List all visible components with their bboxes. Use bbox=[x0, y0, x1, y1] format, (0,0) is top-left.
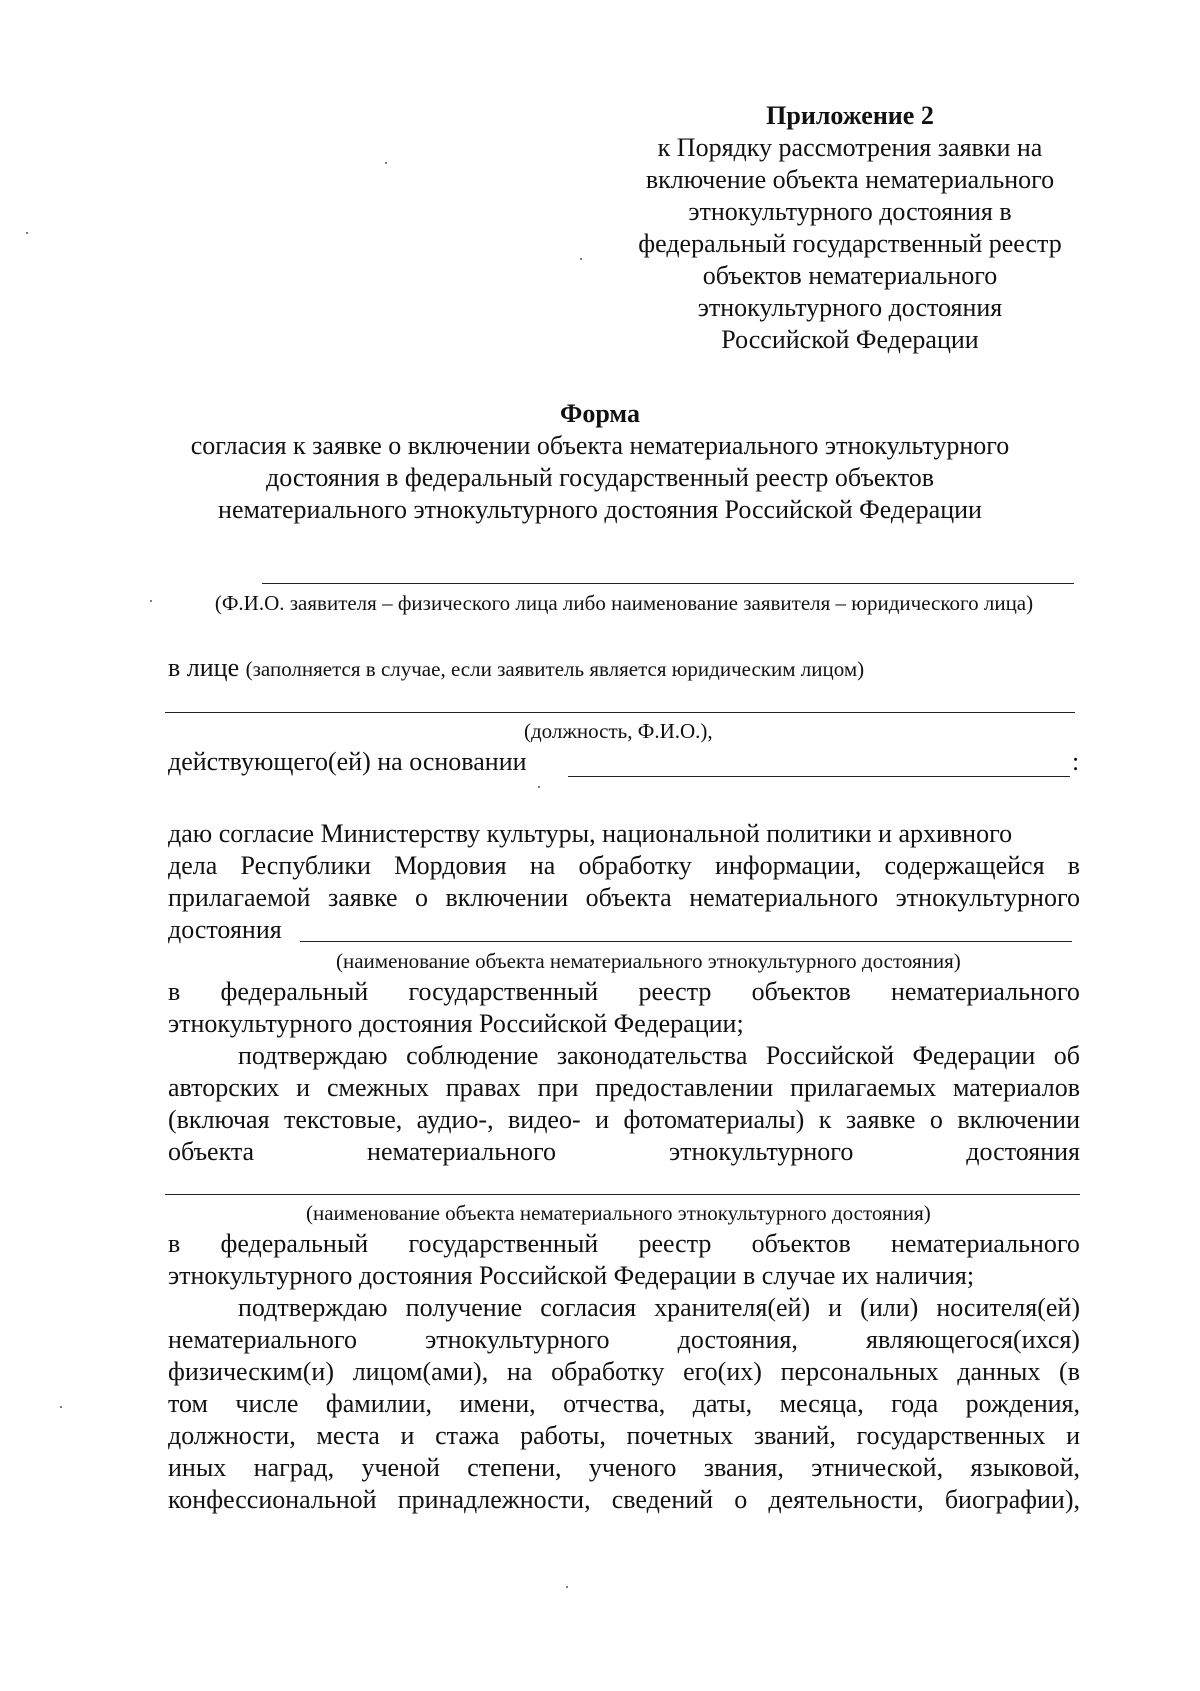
appendix-line: Российской Федерации bbox=[721, 325, 979, 354]
word: в bbox=[168, 1229, 181, 1258]
appendix-line: объектов нематериального bbox=[702, 261, 998, 290]
paragraph-line-spread bbox=[168, 1324, 1080, 1356]
appendix-line: этнокультурного достояния bbox=[697, 293, 1003, 322]
word: достояния, bbox=[677, 1325, 798, 1354]
form-title: Форма bbox=[560, 399, 640, 428]
position-field-line[interactable] bbox=[165, 712, 1075, 713]
applicant-field-caption: (Ф.И.О. заявителя – физического лица либо наименование заявителя – юридического лица) bbox=[214, 591, 1034, 615]
scan-speck bbox=[580, 258, 582, 260]
word: государственный bbox=[408, 977, 599, 1006]
paragraph-line-text: даю согласие Министерству культуры, национальной политики и архивного bbox=[168, 819, 1013, 848]
form-subtitle-line: нематериального этнокультурного достояния Российской Федерации bbox=[218, 495, 982, 524]
paragraph-line-spread bbox=[168, 1228, 1080, 1260]
object-name-field-line[interactable] bbox=[300, 941, 1072, 942]
word: государственный bbox=[408, 1229, 599, 1258]
word: нематериального bbox=[168, 1325, 357, 1354]
paragraph-line: (включая текстовые, аудио-, видео- и фотоматериалы) к заявке о включении bbox=[168, 1105, 1080, 1134]
word: объекта bbox=[168, 1137, 255, 1166]
paragraph-line: дела Республики Мордовия на обработку информации, содержащейся в bbox=[168, 851, 1080, 880]
word: объектов bbox=[751, 977, 851, 1006]
paragraph-line: физическим(и) лицом(ами), на обработку его(их) персональных данных (в bbox=[168, 1357, 1080, 1386]
object-name-caption: (наименование объекта нематериального этнокультурного достояния) bbox=[336, 949, 961, 973]
appendix-line: этнокультурного достояния в bbox=[688, 197, 1012, 226]
word: нематериального bbox=[367, 1137, 556, 1166]
paragraph-line: подтверждаю соблюдение законодательства Российской Федерации об bbox=[238, 1041, 1080, 1070]
word: нематериального bbox=[890, 977, 1080, 1006]
scan-speck bbox=[538, 786, 540, 788]
scan-speck bbox=[150, 600, 152, 602]
form-subtitle-line: согласия к заявке о включении объекта нематериального этнокультурного bbox=[190, 431, 1010, 460]
appendix-line: к Порядку рассмотрения заявки на bbox=[657, 133, 1043, 162]
scan-speck bbox=[566, 1586, 568, 1588]
appendix-line: включение объекта нематериального bbox=[645, 165, 1055, 194]
in-person-label: в лице bbox=[168, 653, 240, 682]
in-person-row bbox=[168, 652, 864, 684]
paragraph-line: том числе фамилии, имени, отчества, даты, месяца, года рождения, bbox=[168, 1389, 1080, 1418]
object-name-caption: (наименование объекта нематериального этнокультурного достояния) bbox=[306, 1201, 931, 1225]
word: являющегося(ихся) bbox=[866, 1325, 1080, 1354]
appendix-line: федеральный государственный реестр bbox=[638, 229, 1062, 258]
appendix-title: Приложение 2 bbox=[766, 101, 934, 130]
paragraph-line-spread bbox=[168, 976, 1080, 1008]
paragraph-line: подтверждаю получение согласия хранителя(ей) и (или) носителя(ей) bbox=[238, 1293, 1080, 1322]
word: нематериального bbox=[890, 1229, 1080, 1258]
in-person-note: (заполняется в случае, если заявитель является юридическим лицом) bbox=[245, 657, 865, 681]
word: реестр bbox=[638, 977, 712, 1006]
position-field-caption: (должность, Ф.И.О.), bbox=[524, 719, 713, 743]
acting-colon: : bbox=[1072, 747, 1080, 776]
paragraph-line-spread bbox=[168, 1136, 1080, 1168]
word: федеральный bbox=[220, 1229, 369, 1258]
word: объектов bbox=[751, 1229, 851, 1258]
paragraph-line: иных наград, ученой степени, ученого звания, этнической, языковой, bbox=[168, 1453, 1080, 1482]
paragraph-line bbox=[168, 818, 1080, 850]
paragraph-line: прилагаемой заявке о включении объекта нематериального этнокультурного bbox=[168, 883, 1080, 912]
acting-label: действующего(ей) на основании bbox=[168, 747, 527, 776]
word: этнокультурного bbox=[668, 1137, 854, 1166]
paragraph-line: этнокультурного достояния Российской Федерации; bbox=[168, 1009, 744, 1038]
word: реестр bbox=[638, 1229, 712, 1258]
word: федеральный bbox=[220, 977, 369, 1006]
word: достояния bbox=[966, 1137, 1080, 1166]
applicant-field-line[interactable] bbox=[262, 583, 1074, 584]
scan-speck bbox=[385, 162, 387, 164]
paragraph-line: достояния bbox=[168, 915, 282, 944]
scan-speck bbox=[60, 1406, 62, 1408]
basis-field-line[interactable] bbox=[568, 776, 1070, 777]
paragraph-line: конфессиональной принадлежности, сведений о деятельности, биографии), bbox=[168, 1485, 1080, 1514]
form-subtitle-line: достояния в федеральный государственный реестр объектов bbox=[265, 463, 935, 492]
paragraph-line: авторских и смежных правах при предоставлении прилагаемых материалов bbox=[168, 1073, 1080, 1102]
scan-speck bbox=[26, 232, 28, 234]
object-name-field-line[interactable] bbox=[165, 1194, 1080, 1195]
paragraph-line: должности, места и стажа работы, почетных званий, государственных и bbox=[168, 1421, 1080, 1450]
word: этнокультурного bbox=[425, 1325, 610, 1354]
paragraph-line: этнокультурного достояния Российской Федерации в случае их наличия; bbox=[168, 1261, 975, 1290]
word: в bbox=[168, 977, 181, 1006]
